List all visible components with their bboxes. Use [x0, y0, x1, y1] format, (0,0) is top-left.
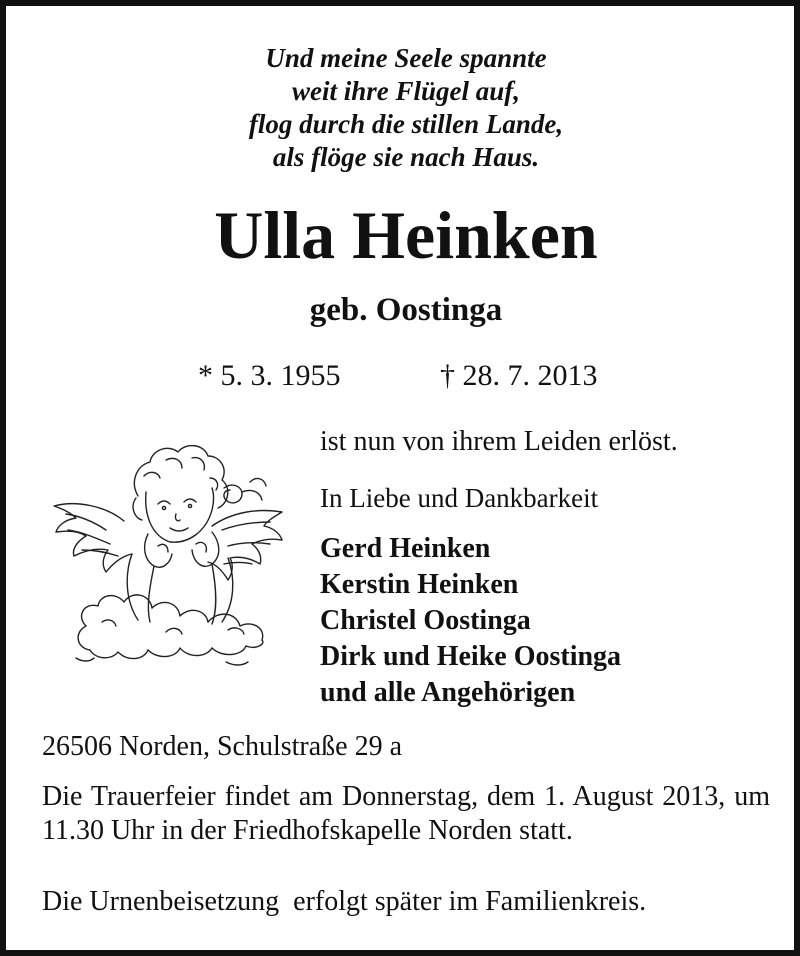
poem-line: Und meine Seele spannte: [265, 43, 547, 73]
mourners-list: [320, 531, 621, 711]
birth-date: * 5. 3. 1955: [198, 359, 341, 392]
poem-line: weit ihre Flügel auf,: [291, 76, 521, 106]
family-address: 26506 Norden, Schulstraße 29 a: [42, 731, 403, 762]
cherub-on-clouds-icon: [46, 426, 296, 676]
mourner-name: Kerstin Heinken: [320, 569, 519, 600]
poem: [6, 42, 800, 174]
mourner-name: und alle Angehörigen: [320, 677, 576, 708]
poem-line: als flöge sie nach Haus.: [272, 142, 540, 172]
funeral-service-text: Die Trauerfeier findet am Donnerstag, dem 1. August 2013, um 11.30 Uhr in der Friedhofskapelle Norden statt.: [42, 781, 770, 846]
greeting-text: In Liebe und Dankbarkeit: [320, 483, 599, 513]
deceased-name: Ulla Heinken: [214, 197, 598, 273]
poem-line: flog durch die stillen Lande,: [248, 109, 564, 139]
mourner-name: Gerd Heinken: [320, 533, 491, 564]
death-date: † 28. 7. 2013: [440, 359, 598, 392]
mourner-name: Dirk und Heike Oostinga: [320, 641, 622, 672]
urn-burial-text: Die Urnenbeisetzung erfolgt später im Familienkreis.: [42, 886, 647, 917]
maiden-name: geb. Oostinga: [309, 292, 503, 328]
mourner-name: Christel Oostinga: [320, 605, 531, 636]
released-text: ist nun von ihrem Leiden erlöst.: [320, 426, 678, 457]
